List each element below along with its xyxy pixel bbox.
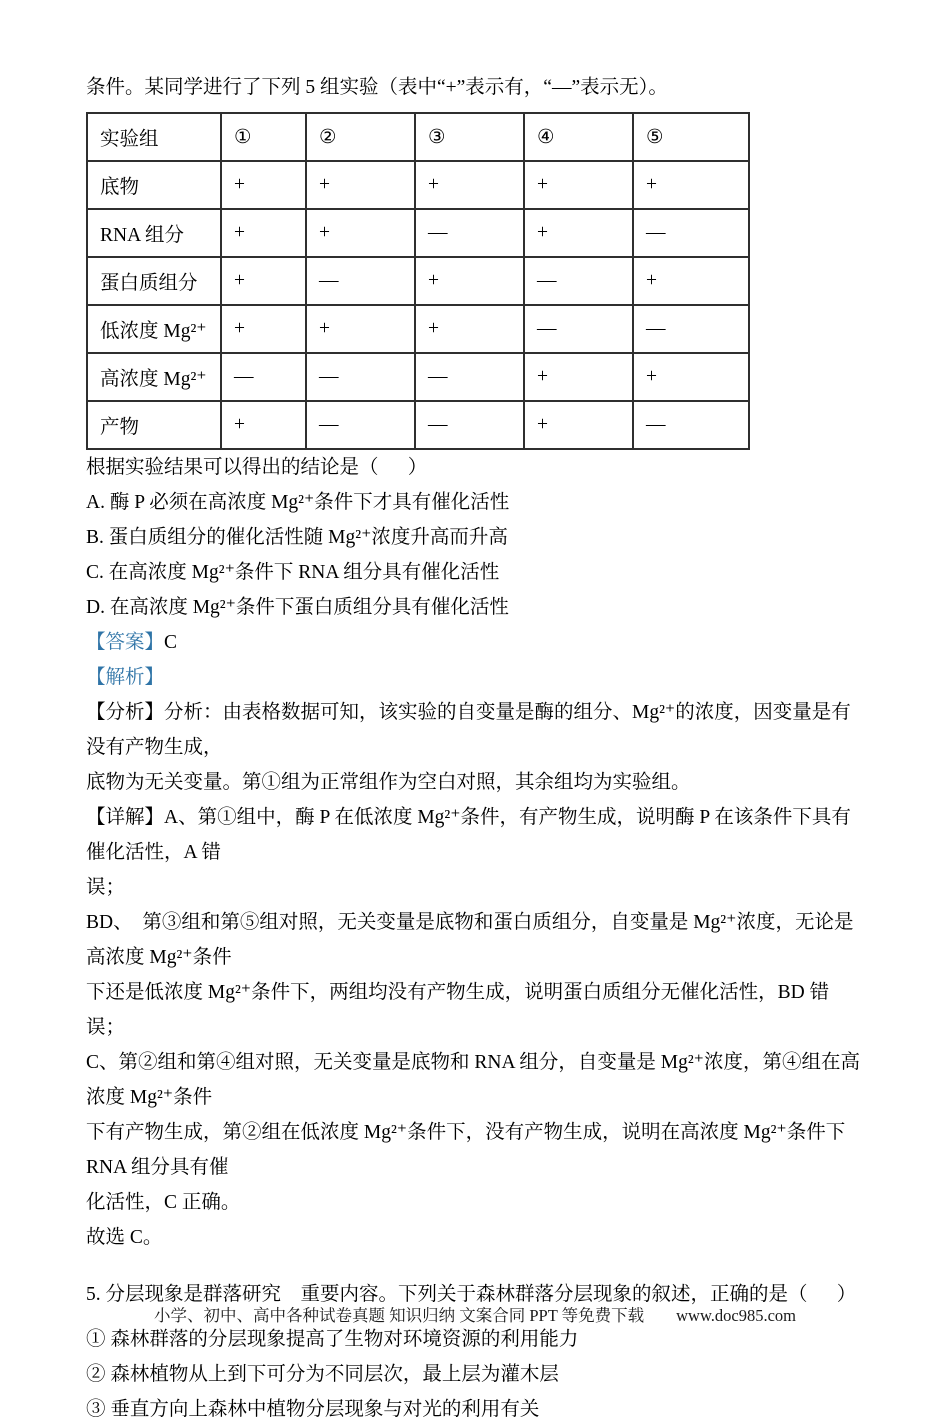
option-c: C. 在高浓度 Mg²⁺条件下 RNA 组分具有催化活性 — [86, 562, 500, 583]
header-cell-group: 实验组 — [87, 113, 221, 161]
cell-value: + — [633, 161, 749, 209]
option-d: D. 在高浓度 Mg²⁺条件下蛋白质组分具有催化活性 — [86, 597, 509, 618]
table-row-high-mg — [87, 353, 749, 401]
cell-value: — — [306, 353, 415, 401]
experiment-table — [86, 112, 750, 450]
cell-value: — — [221, 353, 306, 401]
header-cell-3: ③ — [415, 113, 524, 161]
document-body — [86, 70, 868, 1427]
analysis-line-2: 底物为无关变量。第①组为正常组作为空白对照，其余组均为实验组。 — [86, 772, 691, 793]
option-a: A. 酶 P 必须在高浓度 Mg²⁺条件下才具有催化活性 — [86, 492, 510, 513]
row-label: 低浓度 Mg²⁺ — [87, 305, 221, 353]
analysis-label: 【解析】 — [86, 667, 165, 688]
cell-value: + — [415, 305, 524, 353]
analysis-line-1: 【分析】分析：由表格数据可知，该实验的自变量是酶的组分、Mg²⁺的浓度，因变量是有没有产物生成， — [86, 702, 851, 758]
cell-value: + — [221, 257, 306, 305]
answer-conclusion-line: 故选 C。 — [86, 1227, 163, 1248]
table-row-product — [87, 401, 749, 449]
detail-line-1: 【详解】A、第①组中，酶 P 在低浓度 Mg²⁺条件，有产物生成，说明酶 P 在该条件下具有催化活性，A 错 — [86, 807, 851, 863]
header-cell-2: ② — [306, 113, 415, 161]
table-row-substrate — [87, 161, 749, 209]
row-label: 产物 — [87, 401, 221, 449]
answer-value: C — [164, 632, 178, 653]
detail-line-7: 化活性，C 正确。 — [86, 1192, 241, 1213]
detail-line-6: 下有产物生成，第②组在低浓度 Mg²⁺条件下，没有产物生成，说明在高浓度 Mg²⁺条件下 RNA 组分具有催 — [86, 1122, 851, 1178]
header-cell-4: ④ — [524, 113, 633, 161]
cell-value: — — [524, 257, 633, 305]
header-cell-5: ⑤ — [633, 113, 749, 161]
intro-line: 条件。某同学进行了下列 5 组实验（表中“+”表示有，“—”表示无）。 — [86, 77, 668, 98]
row-label: 高浓度 Mg²⁺ — [87, 353, 221, 401]
cell-value: — — [415, 401, 524, 449]
cell-value: + — [524, 209, 633, 257]
cell-value: + — [306, 209, 415, 257]
table-row-rna — [87, 209, 749, 257]
cell-value: — — [633, 401, 749, 449]
cell-value: — — [306, 401, 415, 449]
cell-value: + — [221, 401, 306, 449]
cell-value: — — [524, 305, 633, 353]
detail-line-5: C、第②组和第④组对照，无关变量是底物和 RNA 组分，自变量是 Mg²⁺浓度，第④组在高浓度 Mg²⁺条件 — [86, 1052, 860, 1108]
cell-value: + — [221, 161, 306, 209]
row-label: RNA 组分 — [87, 209, 221, 257]
answer-line — [86, 625, 868, 660]
question5-item-2: ② 森林植物从上到下可分为不同层次，最上层为灌木层 — [86, 1364, 559, 1385]
cell-value: + — [633, 257, 749, 305]
table-header-row — [87, 113, 749, 161]
question5-item-1: ① 森林群落的分层现象提高了生物对环境资源的利用能力 — [86, 1329, 579, 1350]
cell-value: + — [633, 353, 749, 401]
option-b: B. 蛋白质组分的催化活性随 Mg²⁺浓度升高而升高 — [86, 527, 508, 548]
detail-line-2: 误； — [86, 877, 126, 898]
question5-item-3: ③ 垂直方向上森林中植物分层现象与对光的利用有关 — [86, 1399, 540, 1420]
cell-value: + — [306, 305, 415, 353]
detail-line-3: BD、 第③组和第⑤组对照，无关变量是底物和蛋白质组分，自变量是 Mg²⁺浓度，无论是高浓度 Mg²⁺条件 — [86, 912, 854, 968]
cell-value: — — [633, 305, 749, 353]
footer-text: 小学、初中、高中各种试卷真题 知识归纳 文案合同 PPT 等免费下载 — [153, 1306, 645, 1325]
cell-value: — — [415, 209, 524, 257]
cell-value: + — [306, 161, 415, 209]
conclusion-question-line: 根据实验结果可以得出的结论是（ ） — [86, 457, 428, 478]
cell-value: + — [221, 305, 306, 353]
cell-value: + — [415, 257, 524, 305]
question5-stem: 5. 分层现象是群落研究 重要内容。下列关于森林群落分层现象的叙述，正确的是（ ） — [86, 1284, 857, 1305]
row-label: 底物 — [87, 161, 221, 209]
cell-value: + — [524, 401, 633, 449]
analysis-header-line — [86, 660, 868, 695]
page-footer — [0, 1304, 950, 1328]
cell-value: + — [524, 161, 633, 209]
row-label: 蛋白质组分 — [87, 257, 221, 305]
cell-value: — — [306, 257, 415, 305]
header-cell-1: ① — [221, 113, 306, 161]
detail-line-4: 下还是低浓度 Mg²⁺条件下，两组均没有产物生成，说明蛋白质组分无催化活性，BD 错误； — [86, 982, 830, 1038]
cell-value: + — [415, 161, 524, 209]
cell-value: — — [415, 353, 524, 401]
answer-label: 【答案】 — [86, 632, 165, 653]
cell-value: — — [633, 209, 749, 257]
table-row-low-mg — [87, 305, 749, 353]
cell-value: + — [221, 209, 306, 257]
table-row-protein — [87, 257, 749, 305]
footer-url: www.doc985.com — [676, 1306, 797, 1325]
cell-value: + — [524, 353, 633, 401]
